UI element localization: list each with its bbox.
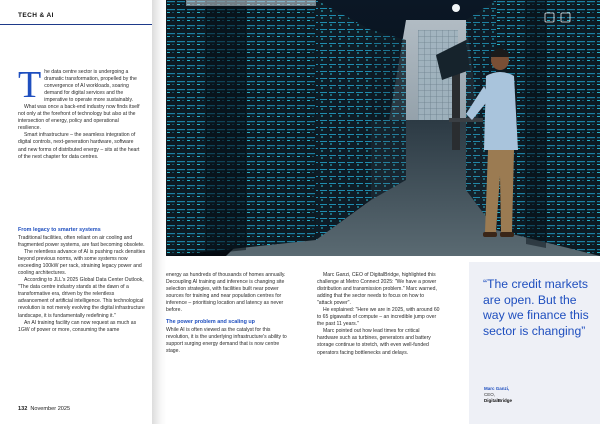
quote-attribution-org: DigitalBridge (484, 398, 513, 403)
body-paragraph: Marc pointed out how lead times for critical hardware such as turbines, generators and battery storage continue to stretch, with even well-funded operators facing bottlenecks and delays. (317, 328, 431, 356)
quote-attribution-role: CEO, (484, 392, 496, 397)
drop-cap: T (18, 64, 42, 106)
body-paragraph: An AI training facility can now request as much as 1GW of power or more, consuming the same (18, 319, 137, 333)
intro-paragraph: he data centre sector is undergoing a dramatic transformation, propelled by the convergence of AI workloads, soaring demand for digital services and the imperative to operate more sustainably. (44, 69, 137, 104)
body-paragraph: Marc Ganzi, CEO of DigitalBridge, highlighted this challenge at Metro Connect 2025: "We have a power distribution and transmission problem." Marc warned, adding that the sector needs to focus on how to "attack power". (317, 272, 437, 307)
page-gutter (152, 0, 166, 424)
data-centre-photo (166, 0, 600, 256)
intro-text (18, 64, 140, 161)
section-tag: TECH & AI (18, 12, 54, 19)
issue-date: November 2025 (30, 406, 71, 412)
subheading-power: The power problem and scaling up (166, 319, 255, 326)
body-paragraph: He explained: "Here we are in 2025, with around 60 to 65 gigawatts of compute – an incredible jump over the past 11 years." (317, 307, 440, 328)
subheading-legacy: From legacy to smarter systems (18, 227, 101, 233)
intro-paragraph: Smart infrastructure – the seamless integration of digital controls, next-generation hardware, software and new forms of distributed energy – sits at the heart of the next chapter for data centres. (18, 132, 140, 160)
quote-attribution-name: Marc Ganzi, (484, 386, 510, 391)
body-paragraph: Traditional facilities, often reliant on air cooling and fragmented power systems, are fast becoming obsolete. (18, 235, 145, 249)
body-paragraph: energy as hundreds of thousands of homes annually. Decoupling AI training and inference is changing site selection strategies, with facilities built near power sources for training and near population centres for inference – prioritising location and latency as never before. (166, 272, 286, 314)
section-rule (0, 24, 152, 25)
page-number: 132 (18, 406, 28, 412)
body-paragraph: The relentless advance of AI is pushing rack densities beyond previous norms, with some systems now exceeding 100kW per rack, straining legacy power and cooling architectures. (18, 249, 146, 277)
body-paragraph: While AI is often viewed as the catalyst for this revolution, it is the underlying infrastructure's ability to support surging energy demand that is now centre stage. (166, 327, 287, 355)
page-folio (18, 406, 70, 412)
pull-quote: “The credit markets are open. But the way we finance this sector is changing” (483, 277, 589, 338)
body-paragraph: According to JLL's 2025 Global Data Center Outlook, "The data centre industry stands at the dawn of a transformative era, driven by the relentless advancement of artificial intelligence. This technological revolution is not merely evolving the digital infrastructure landscape, it is fundamentally redefining it." (18, 277, 145, 319)
body-text-left (18, 235, 146, 334)
body-column-2 (317, 272, 440, 357)
pull-quote-box (469, 262, 600, 424)
body-column-1 (166, 272, 289, 356)
intro-paragraph: What was once a back-end industry now finds itself not only at the forefront of technology but also at the intersection of energy, policy and operational resilience. (18, 104, 140, 132)
left-page (0, 0, 152, 424)
